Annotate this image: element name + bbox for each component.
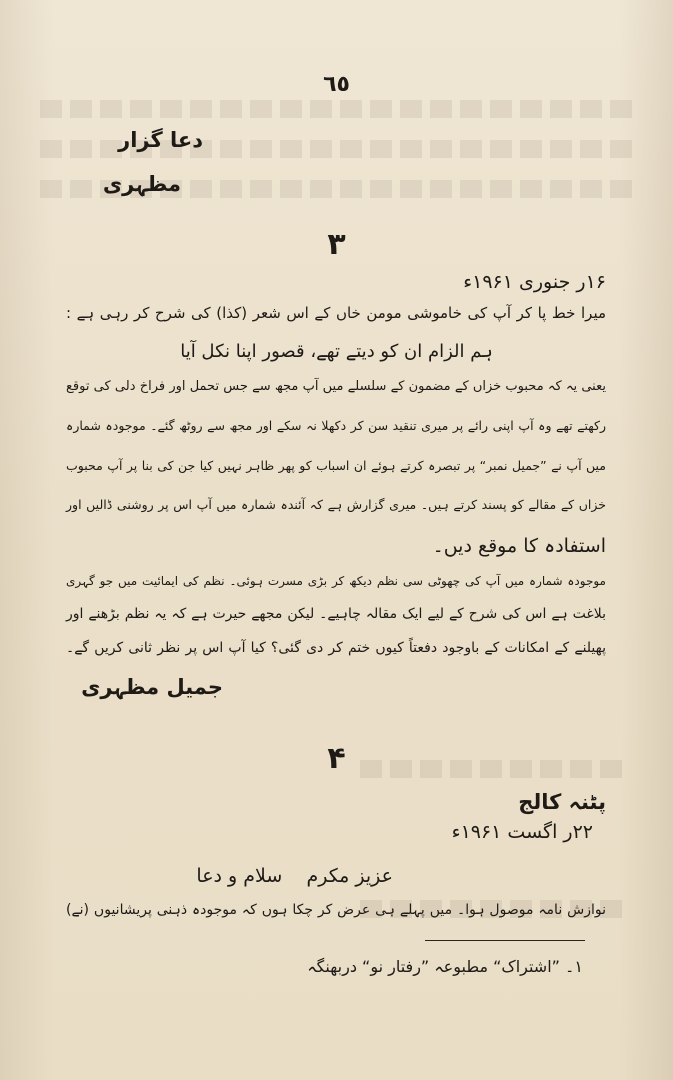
- salutation: عزیز مکرم سلام و دعا: [196, 865, 393, 887]
- verse-line: ہم الزام ان کو دیتے تھے، قصور اپنا نکل آیا: [180, 341, 493, 362]
- bleed-through: [40, 100, 640, 118]
- letter-date: ۱۶ر جنوری ۱۹۶۱ء: [463, 271, 606, 293]
- letter-line: خزاں کے مقالے کو پسند کرتے ہیں۔ میری گزارش ہے کہ آئندہ شمارہ میں آپ اس پر روشنی ڈالیں اور: [66, 497, 606, 512]
- page-number: ٦٥: [323, 72, 350, 97]
- closing-line: دعا گزار: [118, 128, 203, 152]
- letter-place: پٹنہ کالج: [518, 790, 606, 814]
- letter-line: نوازش نامہ موصول ہوا۔ میں پہلے ہی عرض کر چکا ہوں کہ موجودہ ذہنی پریشانیوں (نے): [66, 902, 606, 918]
- letter-line: بلاغت ہے اس کی شرح کے لیے ایک مقالہ چاہیے۔ لیکن مجھے حیرت ہے کہ یہ نظم بڑھنے اور: [66, 606, 606, 622]
- letter-line: میں آپ نے ”جمیل نمبر“ پر تبصرہ کرتے ہوئے ان اسباب کو پھر ظاہر نہیں کیا جن کی بنا پر آپ محبوب: [66, 458, 606, 473]
- letter-date: ۲۲ر اگست ۱۹۶۱ء: [451, 821, 593, 843]
- letter-line: موجودہ شمارہ میں آپ کی چھوٹی سی نظم دیکھ کر بڑی مسرت ہوئی۔ نظم کی ایمائیت میں جو گہری: [66, 574, 606, 588]
- letter-line: یعنی یہ کہ محبوب خزاں کے مضمون کے سلسلے میں آپ مجھ سے جس تحمل اور فراخ دلی کی توقع: [66, 379, 606, 394]
- footnote: ۱۔ ”اشتراک“ مطبوعہ ”رفتار نو“ دربھنگہ: [307, 957, 583, 976]
- letter-line: میرا خط پا کر آپ کی خاموشی مومن خاں کے اس شعر (کذا) کی شرح کر رہی ہے :: [66, 304, 606, 322]
- signature: جمیل مظہری: [81, 675, 223, 699]
- letter-line: رکھتے تھے وہ آپ اپنی رائے پر میری تنقید سن کر دکھلا نہ سکے اور مجھ سے روٹھ گئے۔ موجودہ شمارہ: [66, 418, 606, 433]
- letter-line: استفادہ کا موقع دیں۔: [432, 535, 606, 557]
- letter-line: پھیلنے کے امکانات کے باوجود دفعتاً کیوں ختم کر دی گئی؟ کیا آپ اس پر نظر ثانی کریں گے۔: [66, 640, 606, 656]
- signature: مظہری: [102, 172, 181, 196]
- letter-number: ۴: [327, 741, 346, 776]
- letter-number: ۳: [327, 227, 346, 262]
- footnote-divider: [425, 940, 585, 941]
